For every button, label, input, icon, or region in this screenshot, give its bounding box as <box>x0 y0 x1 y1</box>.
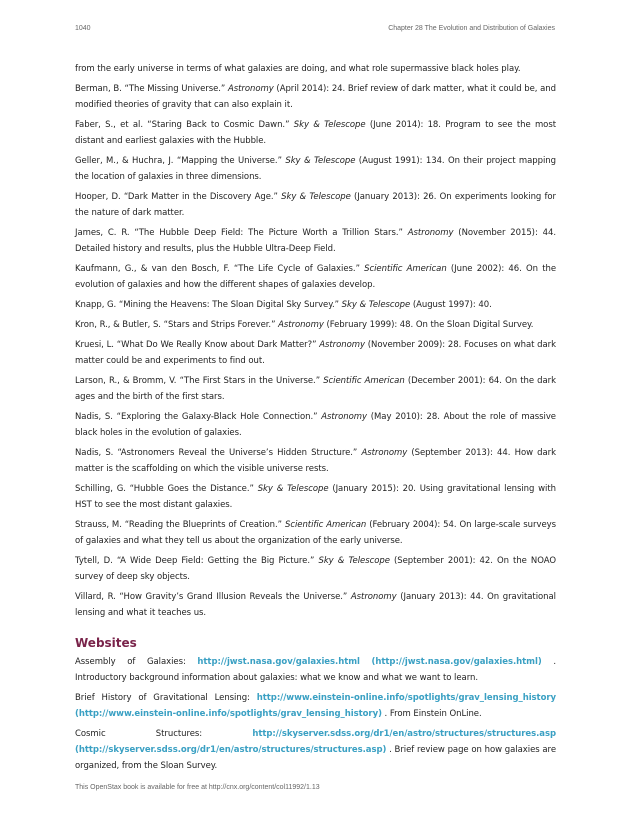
reference-item <box>75 337 556 369</box>
reference-citation: Hooper, D. “Dark Matter in the Discovery Age.” <box>75 192 282 202</box>
reference-annotation: (February 2004): 54. On large-scale surveys of galaxies and what they tell us about the organization of the early universe. <box>75 520 556 546</box>
reference-annotation: (June 2002): 46. On the evolution of galaxies and how the different shapes of galaxies develop. <box>75 264 556 290</box>
reference-item <box>75 317 556 333</box>
website-link-text[interactable]: (http://www.einstein-online.info/spotlights/grav_lensing_history) <box>75 709 382 719</box>
reference-item <box>75 225 556 257</box>
reference-source: Astronomy <box>319 340 365 350</box>
reference-annotation: (January 2013): 26. On experiments looking for the nature of dark matter. <box>75 192 557 218</box>
reference-item <box>75 409 556 441</box>
website-item <box>75 726 556 774</box>
reference-annotation: (November 2015): 44. Detailed history and results, plus the Hubble Ultra-Deep Field. <box>75 228 556 254</box>
reference-source: Scientific American <box>284 520 367 530</box>
website-link-text[interactable]: (http://jwst.nasa.gov/galaxies.html) <box>371 657 542 667</box>
reference-item <box>75 153 556 185</box>
reference-citation: Knapp, G. “Mining the Heavens: The Sloan Digital Sky Survey.” <box>75 300 342 310</box>
reference-item <box>75 189 556 221</box>
websites-heading: Websites <box>75 636 137 650</box>
chapter-title: Chapter 28 The Evolution and Distribution of Galaxies <box>388 25 555 32</box>
website-description: . From Einstein OnLine. <box>381 709 482 719</box>
website-label: Assembly of Galaxies: <box>75 657 198 667</box>
reference-source: Astronomy <box>407 228 454 238</box>
reference-citation: Larson, R., & Bromm, V. “The First Stars in the Universe.” <box>75 376 324 386</box>
reference-annotation: (June 2014): 18. Program to see the most distant and earliest galaxies with the Hubble. <box>75 120 556 146</box>
reference-annotation: (January 2015): 20. Using gravitational lensing with HST to see the most distant galaxies. <box>75 484 556 510</box>
reference-source: Astronomy <box>361 448 408 458</box>
reference-annotation: (August 1997): 40. <box>410 300 492 310</box>
reference-item <box>75 373 556 405</box>
reference-source: Astronomy <box>278 320 324 330</box>
website-link-text[interactable]: (http://skyserver.sdss.org/dr1/en/astro/structures/structures.asp) <box>75 745 387 755</box>
reference-item <box>75 297 556 313</box>
website-link[interactable]: http://jwst.nasa.gov/galaxies.html <box>197 657 360 667</box>
reference-citation: Geller, M., & Huchra, J. “Mapping the Universe.” <box>75 156 286 166</box>
reference-annotation: (August 1991): 134. On their project mapping the location of galaxies in three dimensions. <box>75 156 556 182</box>
reference-annotation: (November 2009): 28. Focuses on what dark matter could be and experiments to find out. <box>75 340 556 366</box>
reference-source: Sky & Telescope <box>293 120 366 130</box>
website-label: Cosmic Structures: <box>75 729 253 739</box>
reference-citation: Nadis, S. “Exploring the Galaxy-Black Hole Connection.” <box>75 412 322 422</box>
reference-source: Astronomy <box>321 412 367 422</box>
reference-list <box>75 81 556 621</box>
reference-item <box>75 589 556 621</box>
reference-citation: Faber, S., et al. “Staring Back to Cosmic Dawn.” <box>75 120 294 130</box>
website-description: . Brief review page on how galaxies are organized, from the Sloan Survey. <box>75 745 556 771</box>
reference-citation: Villard, R. “How Gravity’s Grand Illusion Reveals the Universe.” <box>75 592 351 602</box>
reference-item <box>75 553 556 585</box>
reference-citation: Nadis, S. “Astronomers Reveal the Universe’s Hidden Structure.” <box>75 448 362 458</box>
website-label: Brief History of Gravitational Lensing: <box>75 693 257 703</box>
reference-source: Sky & Telescope <box>281 192 351 202</box>
reference-citation: Berman, B. “The Missing Universe.” <box>75 84 228 94</box>
reference-item <box>75 445 556 477</box>
reference-annotation: (January 2013): 44. On gravitational lensing and what it teaches us. <box>75 592 556 618</box>
reference-item <box>75 117 556 149</box>
website-description: . Introductory background information about galaxies: what we know and what we want to learn. <box>75 657 556 683</box>
reference-annotation: (September 2001): 42. On the NOAO survey of deep sky objects. <box>75 556 556 582</box>
reference-item <box>75 481 556 513</box>
reference-source: Scientific American <box>364 264 447 274</box>
reference-source: Sky & Telescope <box>257 484 329 494</box>
reference-citation: Kaufmann, G., & van den Bosch, F. “The Life Cycle of Galaxies.” <box>75 264 365 274</box>
page-number: 1040 <box>75 25 91 32</box>
page-content <box>75 61 556 778</box>
reference-source: Sky & Telescope <box>285 156 356 166</box>
reference-source: Sky & Telescope <box>341 300 411 310</box>
reference-annotation: (April 2014): 24. Brief review of dark matter, what it could be, and modified theories of gravity that can also explain it. <box>75 84 556 110</box>
reference-citation: James, C. R. “The Hubble Deep Field: The Picture Worth a Trillion Stars.” <box>75 228 408 238</box>
reference-item <box>75 517 556 549</box>
reference-source: Astronomy <box>227 84 274 94</box>
reference-citation: Strauss, M. “Reading the Blueprints of Creation.” <box>75 520 285 530</box>
reference-citation: Tytell, D. “A Wide Deep Field: Getting the Big Picture.” <box>75 556 319 566</box>
website-list <box>75 654 556 774</box>
reference-citation: Schilling, G. “Hubble Goes the Distance.” <box>75 484 258 494</box>
footer-note: This OpenStax book is available for free at http://cnx.org/content/col11992/1.13 <box>75 784 320 791</box>
website-link[interactable]: http://skyserver.sdss.org/dr1/en/astro/structures/structures.asp <box>252 729 556 739</box>
website-item <box>75 690 556 722</box>
website-item <box>75 654 556 686</box>
reference-annotation: (December 2001): 64. On the dark ages and the birth of the first stars. <box>75 376 556 402</box>
reference-annotation: (February 1999): 48. On the Sloan Digital Survey. <box>323 320 534 330</box>
reference-annotation: (September 2013): 44. How dark matter is the scaffolding on which the visible universe rests. <box>75 448 557 474</box>
reference-source: Astronomy <box>350 592 397 602</box>
reference-item <box>75 261 556 293</box>
reference-citation: Kruesi, L. “What Do We Really Know about Dark Matter?” <box>75 340 320 350</box>
intro-continuation: from the early universe in terms of what galaxies are doing, and what role supermassive black holes play. <box>75 64 521 74</box>
website-link[interactable]: http://www.einstein-online.info/spotlights/grav_lensing_history <box>256 693 556 703</box>
reference-source: Scientific American <box>323 376 405 386</box>
reference-annotation: (May 2010): 28. About the role of massive black holes in the evolution of galaxies. <box>75 412 556 438</box>
reference-source: Sky & Telescope <box>318 556 390 566</box>
reference-item <box>75 81 556 113</box>
reference-citation: Kron, R., & Butler, S. “Stars and Strips Forever.” <box>75 320 279 330</box>
